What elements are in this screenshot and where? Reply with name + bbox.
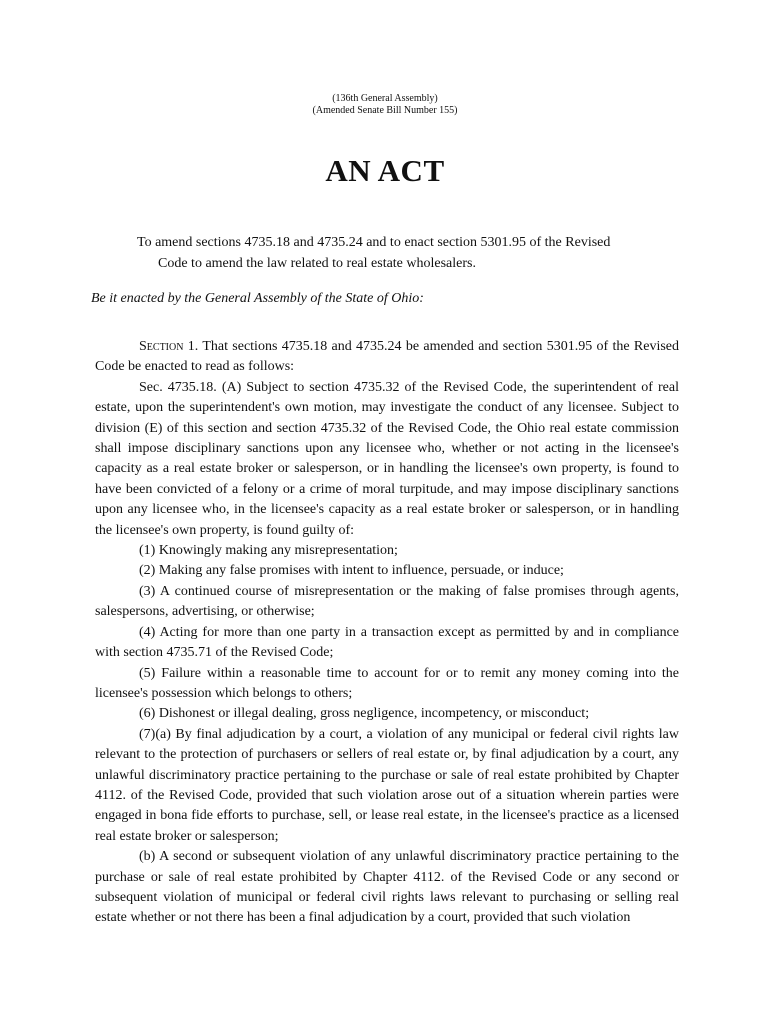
- section-1-paragraph: [95, 337, 679, 378]
- division-a7b: (b) A second or subsequent violation of any unlawful discriminatory practice pertaining to the purchase or sale of real estate prohibited by Chapter 4112. of the Revised Code or any second or subsequent violation of municipal or federal civil rights laws relevant to purchasing or selling real estate whether or not there has been a final adjudication by a court, provided that such violation: [95, 849, 679, 926]
- purpose-line-2: Code to amend the law related to real estate wholesalers.: [158, 256, 476, 271]
- act-purpose: [137, 232, 657, 274]
- act-title: AN ACT: [325, 153, 445, 188]
- division-a3: (3) A continued course of misrepresentation or the making of false promises through agents, salespersons, advertising, or otherwise;: [95, 583, 679, 620]
- division-a5: (5) Failure within a reasonable time to account for or to remit any money coming into the licensee's possession which belongs to others;: [95, 665, 679, 701]
- division-a1: (1) Knowingly making any misrepresentation;: [139, 543, 398, 559]
- division-a2: (2) Making any false promises with intent to influence, persuade, or induce;: [139, 563, 564, 579]
- section-1-text: 1. That sections 4735.18 and 4735.24 be amended and section 5301.95 of the Revised Code be enacted to read as follows:: [95, 339, 679, 375]
- sec-4735-18-intro: Sec. 4735.18. (A) Subject to section 4735.32 of the Revised Code, the superintendent of real estate, upon the superintendent's own motion, may investigate the conduct of any licensee. Subject to division (E) of this section and section 4735.32 of the Revised Code, the Ohio real estate commission shall impose disciplinary sanctions upon any licensee who, whether or not acting in the licensee's capacity as a real estate broker or salesperson, or in handling the licensee's own property, is found to have been convicted of a felony or a crime of moral turpitude, and may impose disciplinary sanctions upon any licensee who, in the licensee's capacity as a real estate broker or salesperson, or in handling the licensee's own property, is found guilty of:: [95, 379, 679, 538]
- section-label: Section: [139, 339, 184, 354]
- bill-number-line: (Amended Senate Bill Number 155): [312, 105, 458, 116]
- division-a4: (4) Acting for more than one party in a transaction except as permitted by and in compliance with section 4735.71 of the Revised Code;: [95, 624, 679, 661]
- act-body: [95, 337, 679, 929]
- division-a7a: (7)(a) By final adjudication by a court, a violation of any municipal or federal civil rights law relevant to the protection of purchasers or sellers of real estate or, by final adjudication by a court, any unlawful discriminatory practice pertaining to the purchase or sale of real estate prohibited by Chapter 4112. of the Revised Code, provided that such violation arose out of a situation wherein parties were engaged in bona fide efforts to purchase, sell, or lease real estate, in the licensee's practice as a licensed real estate broker or salesperson;: [95, 726, 679, 844]
- division-a6: (6) Dishonest or illegal dealing, gross negligence, incompetency, or misconduct;: [139, 706, 590, 722]
- general-assembly-line: (136th General Assembly): [332, 93, 438, 104]
- purpose-line-1: To amend sections 4735.18 and 4735.24 and to enact section 5301.95 of the Revised: [137, 235, 611, 250]
- enacting-clause: Be it enacted by the General Assembly of the State of Ohio:: [91, 291, 424, 306]
